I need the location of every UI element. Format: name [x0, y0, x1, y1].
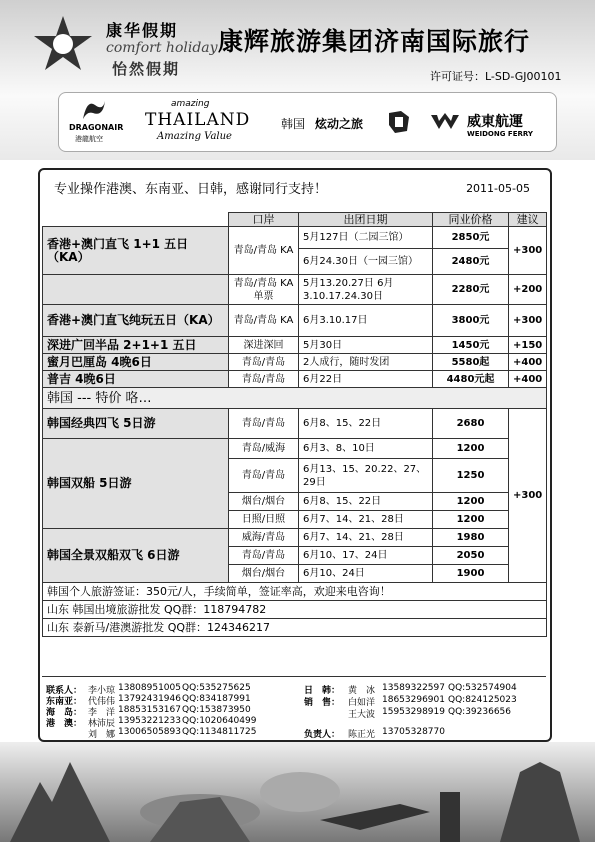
weidong-en: WEIDONG FERRY — [467, 130, 533, 138]
visa-row — [43, 583, 547, 601]
korea-slogan: 炫动之旅 — [315, 117, 364, 131]
contact-name: 白如洋 — [348, 698, 376, 708]
tour-suggest: +400 — [509, 354, 547, 371]
contact-phone: 18853153167 — [118, 705, 181, 715]
contact-role: 销 售： — [304, 698, 341, 708]
table-row — [43, 354, 547, 371]
license-number: 许可证号：L-SD-GJ00101 — [430, 70, 562, 83]
tour-dates: 6月8、15、22日 — [299, 409, 433, 439]
dragonair-cn: 港龍航空 — [75, 135, 103, 143]
tour-name: 韩国全景双船双飞 6日游 — [43, 529, 229, 583]
contact-name: 林沛辰 — [88, 719, 116, 729]
travel-photo-strip — [0, 742, 595, 842]
publish-date: 2011-05-05 — [466, 182, 530, 195]
tour-suggest: +400 — [509, 371, 547, 388]
tour-suggest: +300 — [509, 227, 547, 275]
contact-phone: 13953221233 — [118, 716, 181, 726]
tagline: 专业操作港澳、东南亚、日韩，感谢同行支持！ — [54, 182, 328, 197]
tour-name: 韩国双船 5日游 — [43, 439, 229, 529]
contact-name: 黄 冰 — [348, 686, 376, 696]
korea-label: 韩国 — [281, 117, 306, 131]
contact-qq: QQ:834187991 — [182, 694, 251, 704]
table-row — [43, 409, 547, 439]
tour-price: 2480元 — [433, 249, 509, 275]
contact-qq: QQ:39236656 — [448, 707, 512, 717]
tour-port: 烟台/烟台 — [229, 565, 299, 583]
weidong-cn: 威東航運 — [467, 114, 523, 130]
contact-phone: 15953298919 — [382, 707, 445, 717]
tour-dates: 2人成行，随时发团 — [299, 354, 433, 371]
tour-port: 烟台/烟台 — [229, 493, 299, 511]
tour-name: 香港+澳门直飞纯玩五日（KA） — [43, 305, 229, 337]
contact-qq: QQ:1020640499 — [182, 716, 257, 726]
brand-english: comfort holiday — [106, 40, 218, 56]
tour-port: 青岛/青岛 — [229, 409, 299, 439]
header-dates: 出团日期 — [299, 213, 433, 227]
contact-phone: 18653296901 — [382, 695, 445, 705]
tour-dates: 6月13、15、20.22、27、29日 — [299, 459, 433, 493]
tour-price: 1900 — [433, 565, 509, 583]
tour-dates: 5月13.20.27日 6月3.10.17.24.30日 — [299, 275, 433, 305]
korea-section-title: 韩国 --- 特价 咯… — [43, 388, 547, 409]
brand-name: 康华假期 — [106, 21, 179, 40]
tour-price: 2680 — [433, 409, 509, 439]
contact-name: 代伟伟 — [88, 697, 116, 707]
price-table — [42, 212, 547, 637]
tour-price: 2850元 — [433, 227, 509, 249]
tour-dates: 6月3.10.17日 — [299, 305, 433, 337]
contact-role: 港 澳： — [46, 719, 83, 729]
tour-port: 青岛/青岛 KA — [229, 305, 299, 337]
tour-port: 青岛/青岛 KA — [229, 227, 299, 275]
qq-row — [43, 619, 547, 637]
contact-phone: 13006505893 — [118, 727, 181, 737]
tour-name: 普吉 4晚6日 — [43, 371, 229, 388]
tour-dates: 6月10、24日 — [299, 565, 433, 583]
table-row — [43, 439, 547, 459]
tour-dates: 6月10、17、24日 — [299, 547, 433, 565]
contact-phone: 13808951005 — [118, 683, 181, 693]
tour-name: 深进广回半品 2+1+1 五日 — [43, 337, 229, 354]
contact-role: 日 韩： — [304, 686, 341, 696]
tour-dates: 6月3、8、10日 — [299, 439, 433, 459]
table-row — [43, 529, 547, 547]
table-row — [43, 371, 547, 388]
tour-price: 1200 — [433, 439, 509, 459]
contact-qq: QQ:153873950 — [182, 705, 251, 715]
visa-note: 韩国个人旅游签证：350元/人，手续简单，签证率高，欢迎来电咨询！ — [43, 583, 547, 601]
tour-price: 1450元 — [433, 337, 509, 354]
contact-qq: QQ:824125023 — [448, 695, 517, 705]
contact-qq: QQ:1134811725 — [182, 727, 257, 737]
manager-role: 负责人： — [304, 730, 341, 740]
partner-logos — [58, 92, 557, 152]
table-row — [43, 305, 547, 337]
star-logo-icon — [30, 12, 96, 78]
statue-photo — [440, 792, 460, 842]
table-row — [43, 337, 547, 354]
table-header-row — [43, 213, 547, 227]
table-row — [43, 275, 547, 305]
korea-section-row — [43, 388, 547, 409]
tour-dates: 5月127日（二园三馆） — [299, 227, 433, 249]
contact-qq: QQ:532574904 — [448, 683, 517, 693]
contact-role: 东南亚： — [46, 697, 83, 707]
tour-price: 1980 — [433, 529, 509, 547]
tour-port: 青岛/青岛 — [229, 459, 299, 493]
tour-port: 青岛/青岛 — [229, 354, 299, 371]
tour-price: 3800元 — [433, 305, 509, 337]
qq-group-thailand: 山东 泰新马/港澳游批发 QQ群：124346217 — [43, 619, 547, 637]
company-title: 康辉旅游集团济南国际旅行 — [218, 27, 531, 56]
contact-name: 李 洋 — [88, 708, 116, 718]
tour-dates: 6月7、14、21、28日 — [299, 511, 433, 529]
qq-row — [43, 601, 547, 619]
tour-port: 日照/日照 — [229, 511, 299, 529]
manager-name: 陈正光 — [348, 730, 376, 740]
header-port: 口岸 — [229, 213, 299, 227]
tour-dates: 6月24.30日（一园三馆） — [299, 249, 433, 275]
header — [0, 0, 595, 160]
tour-suggest: +300 — [509, 305, 547, 337]
tour-dates: 6月7、14、21、28日 — [299, 529, 433, 547]
tour-price: 5580起 — [433, 354, 509, 371]
tour-name: 蜜月巴厘岛 4晚6日 — [43, 354, 229, 371]
tour-price-panel — [38, 168, 552, 742]
tour-suggest: +150 — [509, 337, 547, 354]
tour-price: 2280元 — [433, 275, 509, 305]
contact-phone: 13589322597 — [382, 683, 445, 693]
tour-suggest: +200 — [509, 275, 547, 305]
header-price: 同业价格 — [433, 213, 509, 227]
tour-dates: 5月30日 — [299, 337, 433, 354]
qq-group-korea: 山东 韩国出境旅游批发 QQ群：118794782 — [43, 601, 547, 619]
korea-logo-icon — [387, 109, 411, 135]
manager-phone: 13705328770 — [382, 727, 445, 737]
dragonair-name: DRAGONAIR — [69, 123, 124, 132]
tour-price: 4480元起 — [433, 371, 509, 388]
tour-port: 青岛/青岛 — [229, 371, 299, 388]
weidong-logo-icon — [431, 113, 465, 131]
contact-role: 海 岛： — [46, 708, 83, 718]
contact-name: 王大波 — [348, 710, 376, 720]
table-row — [43, 227, 547, 249]
tour-name: 韩国经典四飞 5日游 — [43, 409, 229, 439]
contact-list — [42, 676, 546, 740]
tour-port: 青岛/青岛 — [229, 547, 299, 565]
tour-price: 1200 — [433, 493, 509, 511]
contact-role: 联系人： — [46, 686, 83, 696]
dragon-icon — [79, 97, 109, 123]
tour-port: 威海/青岛 — [229, 529, 299, 547]
tour-port: 青岛/威海 — [229, 439, 299, 459]
contact-name: 李小琼 — [88, 686, 116, 696]
thailand-top: amazing — [171, 99, 210, 109]
tour-port: 深进深回 — [229, 337, 299, 354]
contact-name: 刘 娜 — [88, 730, 116, 740]
contact-qq: QQ:535275625 — [182, 683, 251, 693]
tour-name: 香港+澳门直飞 1+1 五日（KA） — [43, 227, 229, 275]
tour-dates: 6月8、15、22日 — [299, 493, 433, 511]
tour-dates: 6月22日 — [299, 371, 433, 388]
tour-port: 青岛/青岛 KA单票 — [229, 275, 299, 305]
tour-price: 2050 — [433, 547, 509, 565]
header-suggest: 建议 — [509, 213, 547, 227]
thailand-name: THAILAND — [145, 110, 251, 130]
brand-subtitle: 怡然假期 — [112, 60, 181, 78]
thailand-slogan: Amazing Value — [157, 131, 232, 142]
tour-price: 1200 — [433, 511, 509, 529]
tour-price: 1250 — [433, 459, 509, 493]
contact-phone: 13792431946 — [118, 694, 181, 704]
korea-suggest: +300 — [509, 409, 547, 583]
